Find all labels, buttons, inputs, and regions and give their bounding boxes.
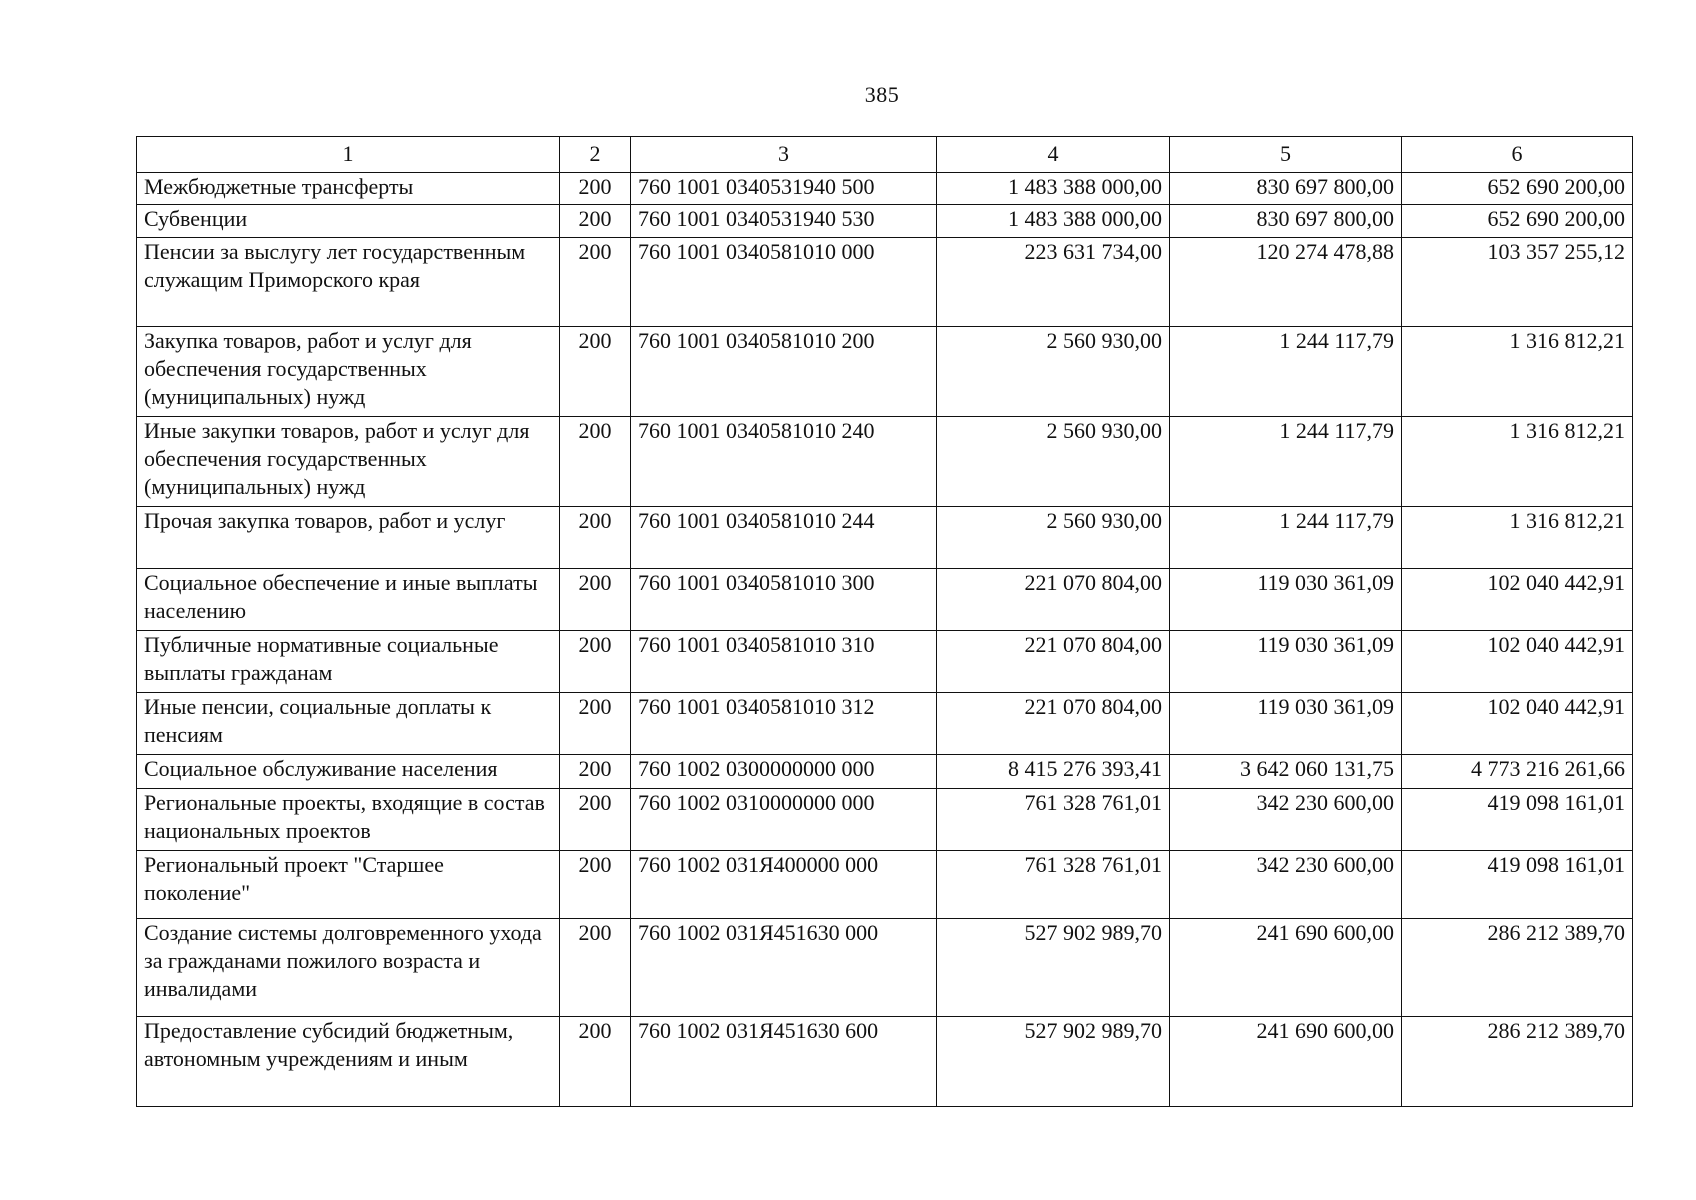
row-col4: 221 070 804,00 bbox=[937, 693, 1170, 755]
row-col5: 342 230 600,00 bbox=[1170, 851, 1402, 919]
row-col5: 1 244 117,79 bbox=[1170, 327, 1402, 417]
row-code: 760 1001 0340581010 244 bbox=[631, 507, 937, 569]
row-name: Предоставление субсидий бюджетным, автономным учреждениям и иным bbox=[137, 1017, 560, 1107]
header-col-1: 1 bbox=[137, 137, 560, 173]
row-col5: 119 030 361,09 bbox=[1170, 693, 1402, 755]
row-grbs: 200 bbox=[560, 173, 631, 205]
row-col6: 103 357 255,12 bbox=[1402, 238, 1633, 327]
row-code: 760 1001 0340531940 530 bbox=[631, 205, 937, 238]
table-row bbox=[137, 507, 1633, 569]
row-col6: 1 316 812,21 bbox=[1402, 507, 1633, 569]
row-col4: 2 560 930,00 bbox=[937, 327, 1170, 417]
row-code: 760 1002 031Я451630 000 bbox=[631, 919, 937, 1017]
row-name: Региональный проект "Старшее поколение" bbox=[137, 851, 560, 919]
row-grbs: 200 bbox=[560, 569, 631, 631]
table-row bbox=[137, 789, 1633, 851]
row-col5: 119 030 361,09 bbox=[1170, 569, 1402, 631]
row-code: 760 1002 031Я451630 600 bbox=[631, 1017, 937, 1107]
row-name: Публичные нормативные социальные выплаты гражданам bbox=[137, 631, 560, 693]
row-grbs: 200 bbox=[560, 417, 631, 507]
row-col4: 2 560 930,00 bbox=[937, 507, 1170, 569]
header-col-4: 4 bbox=[937, 137, 1170, 173]
row-grbs: 200 bbox=[560, 507, 631, 569]
table-row bbox=[137, 205, 1633, 238]
row-col4: 761 328 761,01 bbox=[937, 789, 1170, 851]
table-row bbox=[137, 417, 1633, 507]
row-code: 760 1002 0300000000 000 bbox=[631, 755, 937, 789]
row-col4: 1 483 388 000,00 bbox=[937, 205, 1170, 238]
row-code: 760 1001 0340531940 500 bbox=[631, 173, 937, 205]
table-row bbox=[137, 173, 1633, 205]
row-name: Иные закупки товаров, работ и услуг для обеспечения государственных (муниципальных) нужд bbox=[137, 417, 560, 507]
row-name: Социальное обслуживание населения bbox=[137, 755, 560, 789]
row-name: Иные пенсии, социальные доплаты к пенсиям bbox=[137, 693, 560, 755]
row-col6: 102 040 442,91 bbox=[1402, 631, 1633, 693]
row-name: Социальное обеспечение и иные выплаты населению bbox=[137, 569, 560, 631]
row-col6: 4 773 216 261,66 bbox=[1402, 755, 1633, 789]
header-col-6: 6 bbox=[1402, 137, 1633, 173]
row-grbs: 200 bbox=[560, 693, 631, 755]
row-name: Закупка товаров, работ и услуг для обеспечения государственных (муниципальных) нужд bbox=[137, 327, 560, 417]
table-row bbox=[137, 919, 1633, 1017]
row-name: Создание системы долговременного ухода за гражданами пожилого возраста и инвалидами bbox=[137, 919, 560, 1017]
row-col5: 119 030 361,09 bbox=[1170, 631, 1402, 693]
table-row bbox=[137, 631, 1633, 693]
row-code: 760 1001 0340581010 300 bbox=[631, 569, 937, 631]
row-col6: 102 040 442,91 bbox=[1402, 693, 1633, 755]
row-col5: 3 642 060 131,75 bbox=[1170, 755, 1402, 789]
budget-table bbox=[136, 136, 1633, 1107]
row-grbs: 200 bbox=[560, 851, 631, 919]
table-row bbox=[137, 327, 1633, 417]
row-col5: 1 244 117,79 bbox=[1170, 507, 1402, 569]
row-grbs: 200 bbox=[560, 327, 631, 417]
row-name: Прочая закупка товаров, работ и услуг bbox=[137, 507, 560, 569]
header-col-2: 2 bbox=[560, 137, 631, 173]
row-col4: 761 328 761,01 bbox=[937, 851, 1170, 919]
row-grbs: 200 bbox=[560, 919, 631, 1017]
row-col6: 286 212 389,70 bbox=[1402, 919, 1633, 1017]
row-col4: 2 560 930,00 bbox=[937, 417, 1170, 507]
row-col5: 830 697 800,00 bbox=[1170, 173, 1402, 205]
row-col6: 1 316 812,21 bbox=[1402, 327, 1633, 417]
row-col4: 527 902 989,70 bbox=[937, 1017, 1170, 1107]
header-row bbox=[137, 137, 1633, 173]
row-grbs: 200 bbox=[560, 789, 631, 851]
row-name: Субвенции bbox=[137, 205, 560, 238]
row-grbs: 200 bbox=[560, 755, 631, 789]
row-col5: 120 274 478,88 bbox=[1170, 238, 1402, 327]
row-grbs: 200 bbox=[560, 631, 631, 693]
table-row bbox=[137, 693, 1633, 755]
row-code: 760 1001 0340581010 310 bbox=[631, 631, 937, 693]
row-code: 760 1002 0310000000 000 bbox=[631, 789, 937, 851]
row-col4: 221 070 804,00 bbox=[937, 569, 1170, 631]
row-col6: 1 316 812,21 bbox=[1402, 417, 1633, 507]
table-row bbox=[137, 569, 1633, 631]
row-name: Межбюджетные трансферты bbox=[137, 173, 560, 205]
row-code: 760 1002 031Я400000 000 bbox=[631, 851, 937, 919]
row-col5: 830 697 800,00 bbox=[1170, 205, 1402, 238]
table-row bbox=[137, 851, 1633, 919]
row-code: 760 1001 0340581010 312 bbox=[631, 693, 937, 755]
table-row bbox=[137, 755, 1633, 789]
row-name: Региональные проекты, входящие в состав национальных проектов bbox=[137, 789, 560, 851]
row-col4: 8 415 276 393,41 bbox=[937, 755, 1170, 789]
row-col6: 286 212 389,70 bbox=[1402, 1017, 1633, 1107]
page-number: 385 bbox=[864, 82, 900, 107]
row-col5: 1 244 117,79 bbox=[1170, 417, 1402, 507]
row-code: 760 1001 0340581010 000 bbox=[631, 238, 937, 327]
header-col-5: 5 bbox=[1170, 137, 1402, 173]
row-grbs: 200 bbox=[560, 238, 631, 327]
row-col4: 527 902 989,70 bbox=[937, 919, 1170, 1017]
row-code: 760 1001 0340581010 200 bbox=[631, 327, 937, 417]
row-col4: 221 070 804,00 bbox=[937, 631, 1170, 693]
row-col5: 241 690 600,00 bbox=[1170, 919, 1402, 1017]
row-col6: 652 690 200,00 bbox=[1402, 173, 1633, 205]
table-row bbox=[137, 1017, 1633, 1107]
table-row bbox=[137, 238, 1633, 327]
row-name: Пенсии за выслугу лет государственным служащим Приморского края bbox=[137, 238, 560, 327]
row-code: 760 1001 0340581010 240 bbox=[631, 417, 937, 507]
row-col4: 1 483 388 000,00 bbox=[937, 173, 1170, 205]
table-header bbox=[137, 137, 1633, 173]
row-grbs: 200 bbox=[560, 205, 631, 238]
row-grbs: 200 bbox=[560, 1017, 631, 1107]
row-col5: 241 690 600,00 bbox=[1170, 1017, 1402, 1107]
header-col-3: 3 bbox=[631, 137, 937, 173]
row-col6: 419 098 161,01 bbox=[1402, 851, 1633, 919]
row-col6: 652 690 200,00 bbox=[1402, 205, 1633, 238]
row-col6: 419 098 161,01 bbox=[1402, 789, 1633, 851]
row-col4: 223 631 734,00 bbox=[937, 238, 1170, 327]
row-col5: 342 230 600,00 bbox=[1170, 789, 1402, 851]
row-col6: 102 040 442,91 bbox=[1402, 569, 1633, 631]
table-body bbox=[137, 173, 1633, 1107]
